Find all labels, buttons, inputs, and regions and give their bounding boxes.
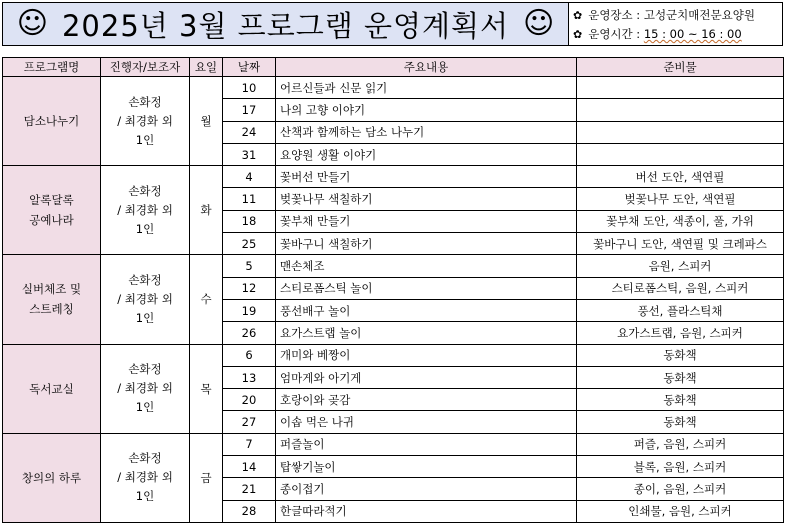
date-cell: 12 xyxy=(223,277,276,299)
column-header: 준비물 xyxy=(577,58,784,77)
program-name-line: 공예나라 xyxy=(29,213,74,228)
program-name-line: 담소나누기 xyxy=(23,114,80,129)
program-name-cell xyxy=(3,344,101,433)
content-cell: 요가스트랩 놀이 xyxy=(276,322,577,344)
leader-cell xyxy=(101,344,190,433)
program-name-cell xyxy=(3,433,101,522)
content-cell: 나의 고향 이야기 xyxy=(276,99,577,121)
date-cell: 5 xyxy=(223,255,276,277)
leader-line: / 최경화 외 xyxy=(117,113,173,128)
program-name-cell xyxy=(3,255,101,344)
document-header xyxy=(2,2,783,48)
leader-line: / 최경화 외 xyxy=(117,202,173,217)
leader-line: 1인 xyxy=(135,489,155,504)
content-cell: 탑쌓기놀이 xyxy=(276,456,577,478)
supplies-cell: 블록, 음원, 스피커 xyxy=(577,456,784,478)
content-cell: 퍼즐놀이 xyxy=(276,433,577,455)
content-cell: 어르신들과 신문 읽기 xyxy=(276,77,577,99)
content-cell: 종이접기 xyxy=(276,478,577,500)
leader-line: 손화정 xyxy=(128,451,162,466)
date-cell: 6 xyxy=(223,344,276,366)
leader-line: / 최경화 외 xyxy=(117,291,173,306)
date-cell: 17 xyxy=(223,99,276,121)
date-cell: 21 xyxy=(223,478,276,500)
title-banner xyxy=(2,2,569,46)
content-cell: 꽃바구니 색칠하기 xyxy=(276,233,577,255)
date-cell: 14 xyxy=(223,456,276,478)
leader-line: / 최경화 외 xyxy=(117,470,173,485)
date-cell: 10 xyxy=(223,77,276,99)
leader-line: 1인 xyxy=(135,400,155,415)
program-name-line: 독서교실 xyxy=(29,381,74,396)
weekday-cell: 금 xyxy=(190,433,223,522)
supplies-cell xyxy=(577,121,784,143)
leader-line: 1인 xyxy=(135,310,155,325)
operation-info xyxy=(569,2,783,46)
weekday-cell: 목 xyxy=(190,344,223,433)
date-cell: 26 xyxy=(223,322,276,344)
supplies-cell xyxy=(577,99,784,121)
leader-line: 손화정 xyxy=(128,272,162,287)
supplies-cell: 종이, 음원, 스피커 xyxy=(577,478,784,500)
content-cell: 엄마게와 아기게 xyxy=(276,366,577,388)
supplies-cell xyxy=(577,77,784,99)
supplies-cell: 꽃바구니 도안, 색연필 및 크레파스 xyxy=(577,233,784,255)
program-name-line: 스트레칭 xyxy=(29,302,74,317)
location-line xyxy=(573,6,782,25)
leader-line: 손화정 xyxy=(128,94,162,109)
weekday-cell: 월 xyxy=(190,77,223,166)
date-cell: 28 xyxy=(223,500,276,522)
location-value: 고성군치매전문요양원 xyxy=(643,8,755,22)
date-cell: 13 xyxy=(223,366,276,388)
weekday-cell: 수 xyxy=(190,255,223,344)
supplies-cell: 인쇄물, 음원, 스피커 xyxy=(577,500,784,522)
date-cell: 4 xyxy=(223,166,276,188)
content-cell: 꽃버선 만들기 xyxy=(276,166,577,188)
supplies-cell: 음원, 스피커 xyxy=(577,255,784,277)
weekday-cell: 화 xyxy=(190,166,223,255)
table-row xyxy=(3,166,784,188)
time-value: 15 : 00 ~ 16 : 00 xyxy=(643,27,742,41)
leader-cell xyxy=(101,77,190,166)
leader-line: 1인 xyxy=(135,221,155,236)
table-row xyxy=(3,433,784,455)
date-cell: 20 xyxy=(223,389,276,411)
leader-line: 1인 xyxy=(135,132,155,147)
leader-cell xyxy=(101,166,190,255)
date-cell: 7 xyxy=(223,433,276,455)
flower-icon: ✿ xyxy=(573,9,583,22)
supplies-cell: 동화책 xyxy=(577,389,784,411)
supplies-cell: 퍼즐, 음원, 스피커 xyxy=(577,433,784,455)
column-header: 프로그램명 xyxy=(3,58,101,77)
content-cell: 벚꽃나무 색칠하기 xyxy=(276,188,577,210)
supplies-cell: 요가스트랩, 음원, 스피커 xyxy=(577,322,784,344)
supplies-cell: 벚꽃나무 도안, 색연필 xyxy=(577,188,784,210)
date-cell: 27 xyxy=(223,411,276,433)
smiley-icon-right: ☺ xyxy=(523,6,555,41)
leader-cell xyxy=(101,255,190,344)
date-cell: 25 xyxy=(223,233,276,255)
column-header: 요일 xyxy=(190,58,223,77)
page-title: 2025년 3월 프로그램 운영계획서 xyxy=(61,8,510,43)
supplies-cell: 풍선, 플라스틱채 xyxy=(577,299,784,321)
content-cell: 요양원 생활 이야기 xyxy=(276,143,577,165)
date-cell: 19 xyxy=(223,299,276,321)
supplies-cell: 스티로폼스틱, 음원, 스피커 xyxy=(577,277,784,299)
time-line xyxy=(573,25,782,44)
supplies-cell: 동화책 xyxy=(577,411,784,433)
table-body xyxy=(3,77,784,523)
supplies-cell: 동화책 xyxy=(577,366,784,388)
location-label: 운영장소 : xyxy=(588,8,641,22)
supplies-cell: 꽃부채 도안, 색종이, 풀, 가위 xyxy=(577,210,784,232)
content-cell: 이솝 먹은 나귀 xyxy=(276,411,577,433)
content-cell: 한글따라적기 xyxy=(276,500,577,522)
supplies-cell: 동화책 xyxy=(577,344,784,366)
content-cell: 스티로폼스틱 놀이 xyxy=(276,277,577,299)
date-cell: 24 xyxy=(223,121,276,143)
program-name-cell xyxy=(3,77,101,166)
flower-icon: ✿ xyxy=(573,28,583,41)
date-cell: 31 xyxy=(223,143,276,165)
column-header: 날짜 xyxy=(223,58,276,77)
supplies-cell xyxy=(577,143,784,165)
table-row xyxy=(3,344,784,366)
content-cell: 꽃부채 만들기 xyxy=(276,210,577,232)
leader-cell xyxy=(101,433,190,522)
supplies-cell: 버선 도안, 색연필 xyxy=(577,166,784,188)
program-name-line: 창의의 하루 xyxy=(21,470,82,485)
time-label: 운영시간 : xyxy=(588,27,641,41)
content-cell: 맨손체조 xyxy=(276,255,577,277)
program-name-line: 실버체조 및 xyxy=(21,282,82,297)
smiley-icon-left: ☺ xyxy=(16,6,48,41)
content-cell: 호랑이와 곶감 xyxy=(276,389,577,411)
program-schedule-table xyxy=(2,57,784,523)
column-header: 주요내용 xyxy=(276,58,577,77)
content-cell: 산책과 함께하는 담소 나누기 xyxy=(276,121,577,143)
column-header: 진행자/보조자 xyxy=(101,58,190,77)
table-header-row xyxy=(3,58,784,77)
leader-line: 손화정 xyxy=(128,183,162,198)
date-cell: 11 xyxy=(223,188,276,210)
content-cell: 풍선배구 놀이 xyxy=(276,299,577,321)
leader-line: / 최경화 외 xyxy=(117,381,173,396)
table-row xyxy=(3,77,784,99)
date-cell: 18 xyxy=(223,210,276,232)
program-name-cell xyxy=(3,166,101,255)
content-cell: 개미와 베짱이 xyxy=(276,344,577,366)
leader-line: 손화정 xyxy=(128,362,162,377)
table-row xyxy=(3,255,784,277)
program-name-line: 알록달록 xyxy=(29,193,74,208)
